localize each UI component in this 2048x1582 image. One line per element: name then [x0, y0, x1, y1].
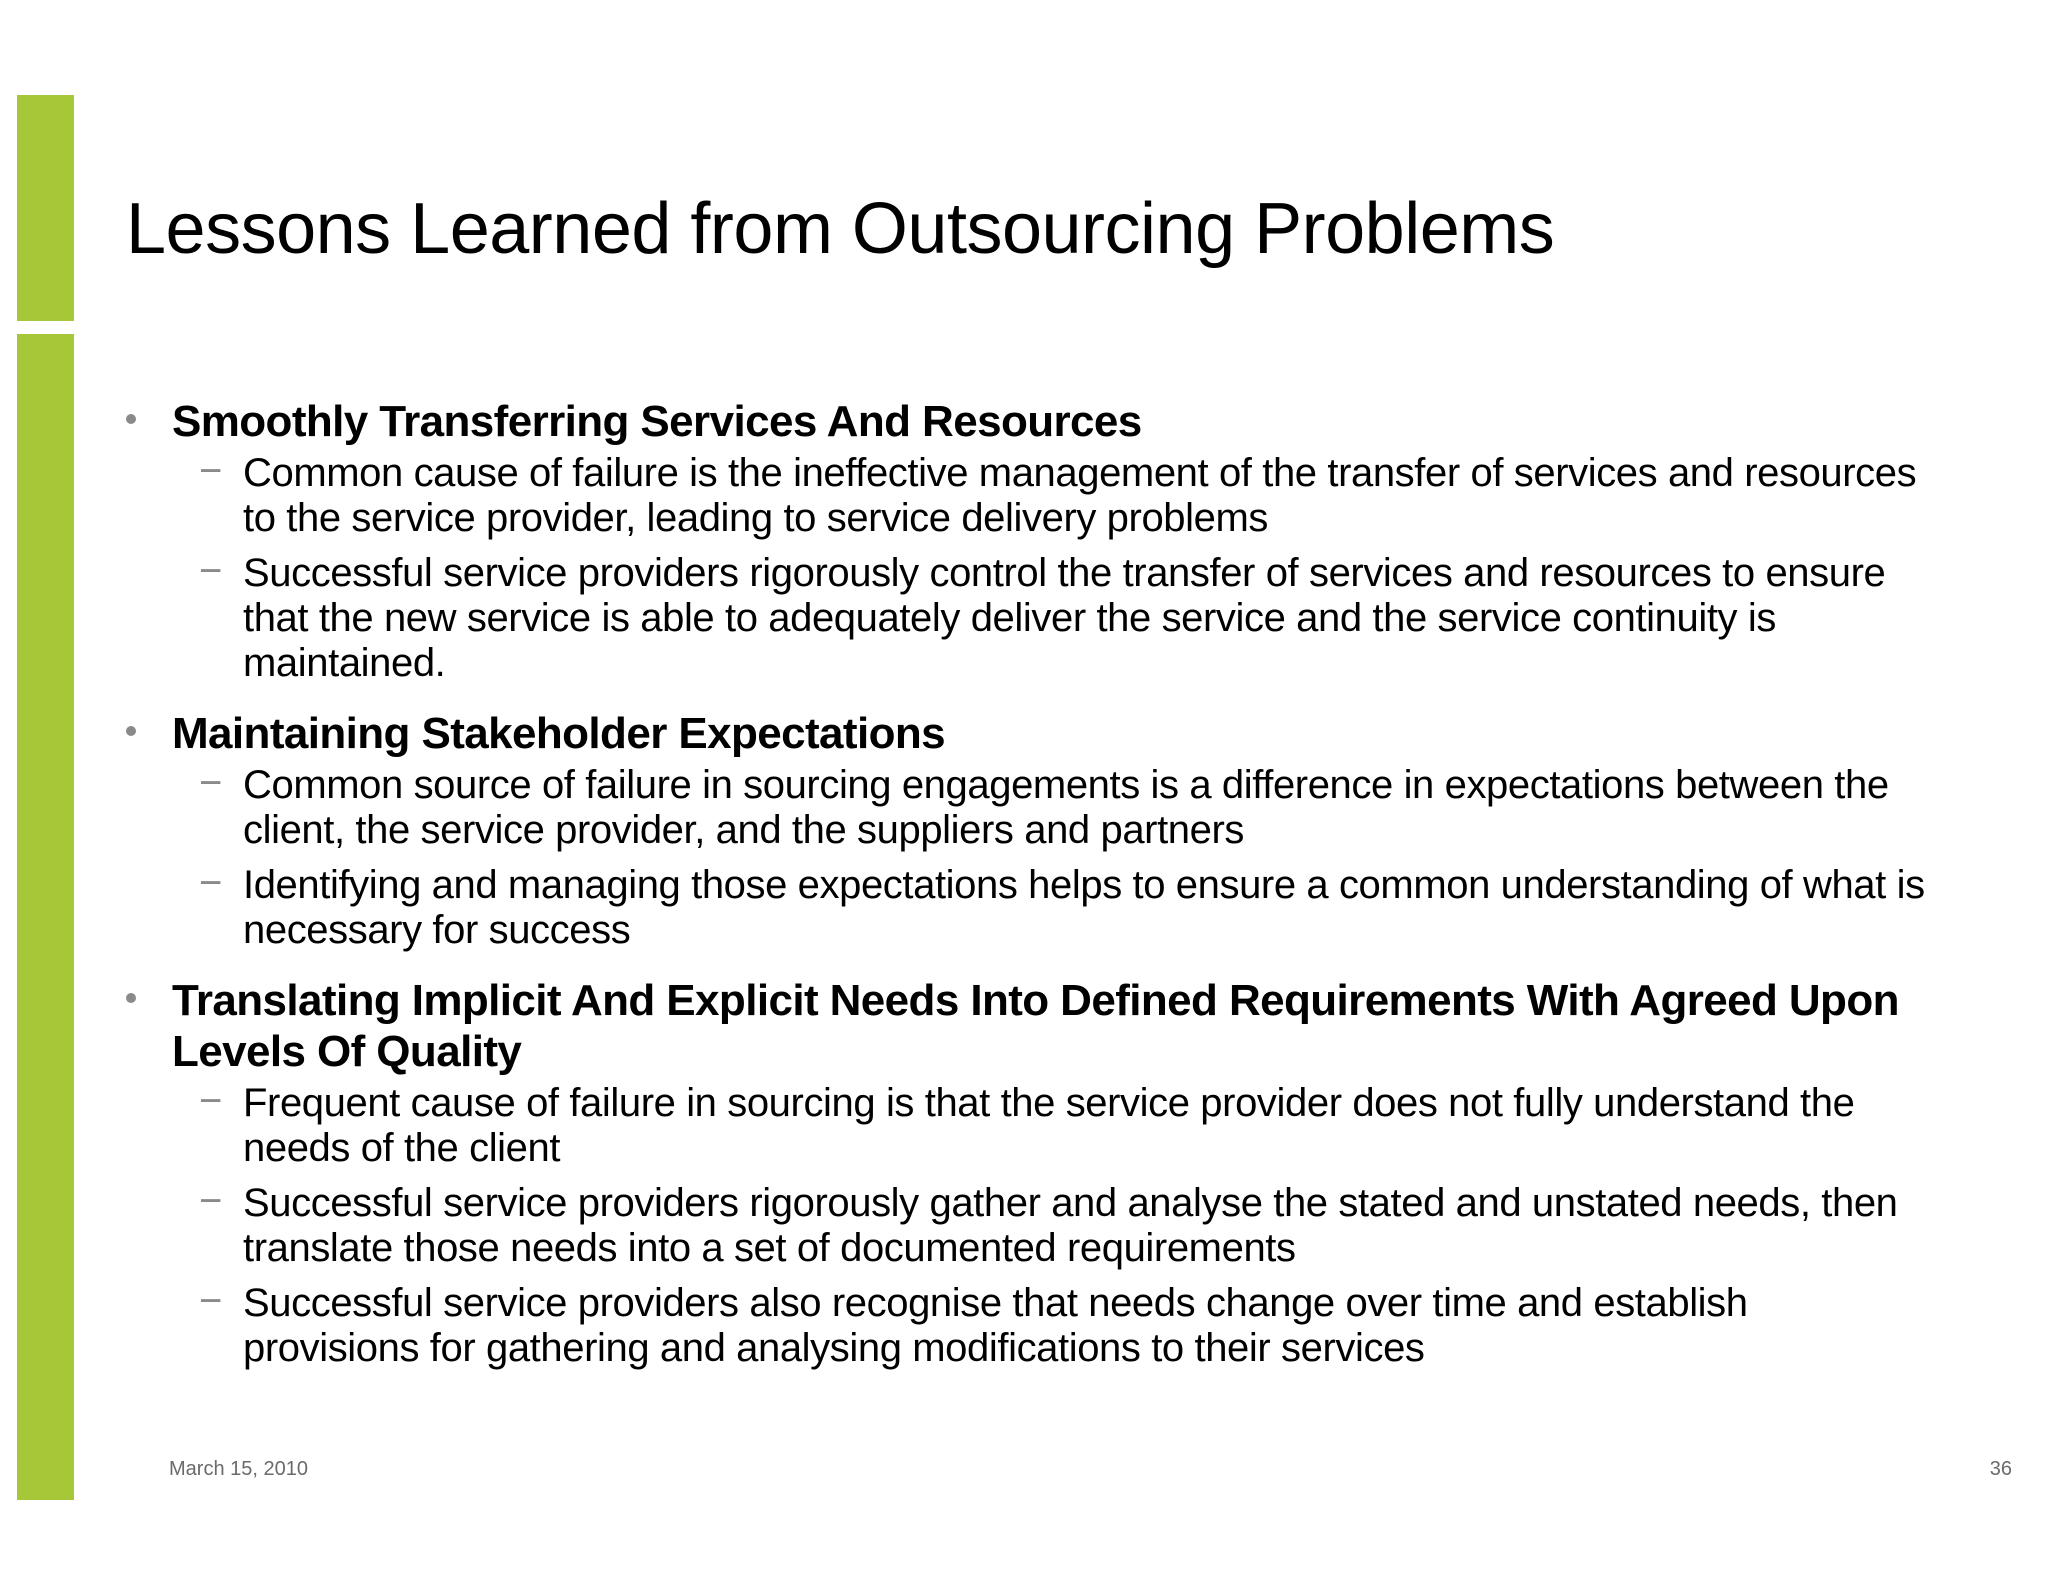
sub-bullet-item	[126, 451, 1926, 541]
bullet-dot-icon	[126, 414, 136, 424]
dash-icon: −	[199, 549, 222, 593]
sub-bullet-item	[126, 1081, 1926, 1171]
dash-icon: −	[199, 861, 222, 905]
slide-title: Lessons Learned from Outsourcing Problems	[126, 189, 1555, 269]
bullet-section	[126, 396, 1926, 686]
sub-bullet-text: Common source of failure in sourcing engagements is a difference in expectations between the client, the service provider, and the suppliers and partners	[243, 763, 1889, 852]
sub-bullet-text: Common cause of failure is the ineffective management of the transfer of services and resources to the service provider, leading to service delivery problems	[243, 451, 1917, 540]
dash-icon: −	[199, 761, 222, 805]
dash-icon: −	[199, 449, 222, 493]
sub-bullet-text: Successful service providers also recognise that needs change over time and establish provisions for gathering and analysing modifications to their services	[243, 1281, 1748, 1370]
section-heading: Maintaining Stakeholder Expectations	[172, 709, 945, 758]
sub-bullet-item	[126, 763, 1926, 853]
sub-bullet-item	[126, 1181, 1926, 1271]
bullet-section	[126, 975, 1926, 1371]
footer-date: March 15, 2010	[169, 1458, 308, 1480]
section-heading: Translating Implicit And Explicit Needs Into Defined Requirements With Agreed Upon Levels Of Quality	[172, 976, 1899, 1076]
slide-content	[126, 396, 1926, 1393]
sub-bullet-list	[126, 451, 1926, 686]
sub-bullet-list	[126, 763, 1926, 953]
accent-bar-bottom	[17, 334, 74, 1500]
sub-bullet-text: Identifying and managing those expectations helps to ensure a common understanding of what is necessary for success	[243, 863, 1925, 952]
bullet-dot-icon	[126, 726, 136, 736]
bullet-section	[126, 708, 1926, 953]
sub-bullet-item	[126, 863, 1926, 953]
dash-icon: −	[199, 1279, 222, 1323]
sub-bullet-text: Frequent cause of failure in sourcing is that the service provider does not fully understand the needs of the client	[243, 1081, 1855, 1170]
page-number: 36	[1989, 1458, 2012, 1480]
sub-bullet-item	[126, 1281, 1926, 1371]
sub-bullet-text: Successful service providers rigorously gather and analyse the stated and unstated needs, then translate those needs into a set of documented requirements	[243, 1181, 1898, 1270]
sub-bullet-item	[126, 551, 1926, 686]
section-heading: Smoothly Transferring Services And Resources	[172, 397, 1142, 446]
accent-bar-top	[17, 95, 74, 321]
sub-bullet-list	[126, 1081, 1926, 1371]
bullet-dot-icon	[126, 993, 136, 1003]
sub-bullet-text: Successful service providers rigorously control the transfer of services and resources to ensure that the new service is able to adequately deliver the service and the service continuity is maintained.	[243, 551, 1886, 685]
dash-icon: −	[199, 1179, 222, 1223]
dash-icon: −	[199, 1079, 222, 1123]
